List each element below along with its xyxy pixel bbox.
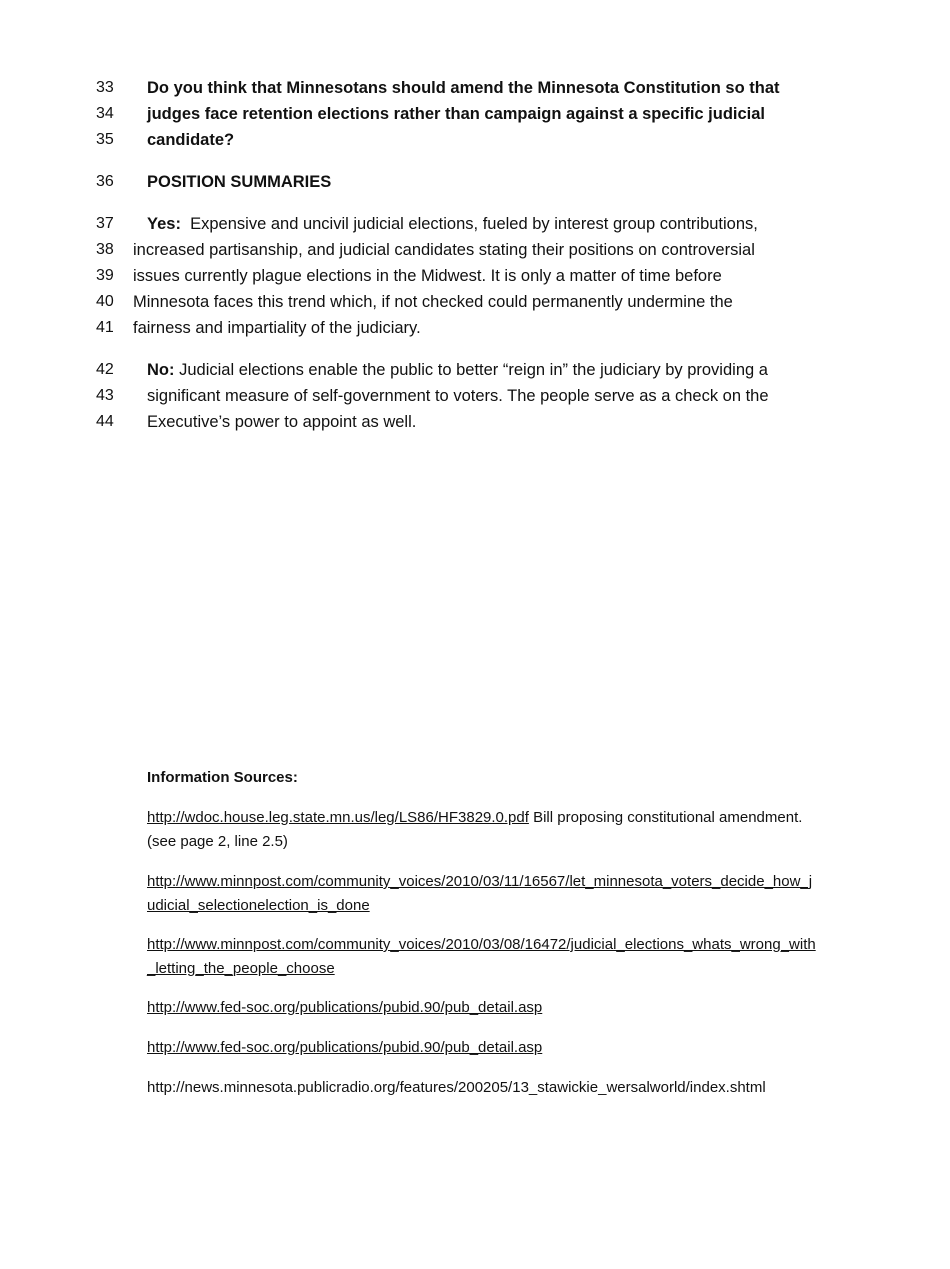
line-number: 44 (96, 413, 114, 430)
yes-summary-line: Minnesota faces this trend which, if not checked could permanently undermine the (133, 293, 733, 311)
line-number: 38 (96, 241, 114, 258)
question-line: Do you think that Minnesotans should amend the Minnesota Constitution so that (147, 79, 780, 97)
line-number: 41 (96, 319, 114, 336)
line-number: 43 (96, 387, 114, 404)
source-link[interactable]: http://www.minnpost.com/community_voices/2010/03/11/16567/let_minnesota_voters_decide_how_judicial_selectionelection_is_done (147, 873, 813, 914)
line-number: 40 (96, 293, 114, 310)
question-line: candidate? (147, 131, 235, 149)
source-link[interactable]: http://www.minnpost.com/community_voices/2010/03/08/16472/judicial_elections_whats_wrong_with_letting_the_people_choose (147, 936, 816, 977)
yes-summary-line: issues currently plague elections in the Midwest. It is only a matter of time before (133, 267, 722, 285)
yes-label: Yes: (147, 215, 181, 233)
source-note: Bill proposing constitutional amendment. (see page 2, line 2.5) (147, 809, 803, 850)
no-summary-line: significant measure of self-government to voters. The people serve as a check on the (147, 387, 769, 405)
line-number: 35 (96, 131, 114, 148)
yes-summary-line: fairness and impartiality of the judiciary. (133, 319, 421, 337)
yes-summary-line (147, 211, 758, 237)
question-line: judges face retention elections rather than campaign against a specific judicial (147, 105, 766, 123)
source-item (147, 806, 819, 854)
no-summary-line (147, 357, 768, 383)
source-item (147, 870, 819, 918)
source-item (147, 1036, 819, 1060)
line-number: 33 (96, 79, 114, 96)
yes-text: Expensive and uncivil judicial elections, fueled by interest group contributions, (190, 215, 758, 233)
source-link[interactable]: http://wdoc.house.leg.state.mn.us/leg/LS86/HF3829.0.pdf (147, 809, 529, 826)
line-number: 39 (96, 267, 114, 284)
source-text: http://news.minnesota.publicradio.org/features/200205/13_stawickie_wersalworld/index.shtml (147, 1079, 766, 1096)
no-text: Judicial elections enable the public to better “reign in” the judiciary by providing a (179, 361, 768, 379)
line-number: 36 (96, 173, 114, 190)
line-number: 37 (96, 215, 114, 232)
no-label: No: (147, 361, 175, 379)
sources-title: Information Sources: (147, 769, 298, 786)
no-summary-line: Executive’s power to appoint as well. (147, 413, 417, 431)
source-item (147, 996, 819, 1020)
line-number: 34 (96, 105, 114, 122)
source-link[interactable]: http://www.fed-soc.org/publications/pubid.90/pub_detail.asp (147, 1039, 543, 1056)
source-item (147, 933, 819, 981)
source-item (147, 1076, 819, 1100)
section-heading: POSITION SUMMARIES (147, 173, 332, 191)
line-number: 42 (96, 361, 114, 378)
source-link[interactable]: http://www.fed-soc.org/publications/pubid.90/pub_detail.asp (147, 999, 543, 1016)
yes-summary-line: increased partisanship, and judicial candidates stating their positions on controversial (133, 241, 755, 259)
